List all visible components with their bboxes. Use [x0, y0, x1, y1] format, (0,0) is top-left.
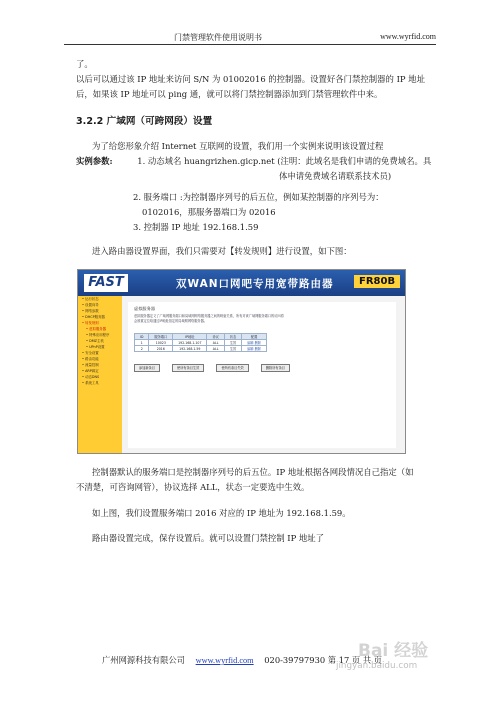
- col-ip: IP地址: [173, 334, 207, 340]
- content-title: 虚拟服务器: [134, 306, 155, 311]
- add-entry-button[interactable]: 添加新条目: [134, 364, 160, 372]
- cell-actions[interactable]: 编辑 删除: [242, 346, 267, 352]
- content-description: 虚拟服务器定义了广域网服务端口和局域网网络服务器之间的映射关系，所有对该广域网服务端口的访问将会被重定位给通过IP地址指定的局域网网络服务器。: [134, 314, 284, 323]
- cell-id: 2: [135, 346, 149, 352]
- table-row: [135, 346, 267, 352]
- intro-paragraph: [76, 57, 440, 102]
- section-heading: 3.2.2 广域网（可跨网段）设置: [76, 116, 213, 127]
- menu-item[interactable]: • 流量控制: [78, 362, 122, 368]
- menu-item[interactable]: • 系统工具: [78, 380, 122, 386]
- after-paragraph-2: 如上图，我们设置服务端口 2016 对应的 IP 地址为 192.168.1.59。: [92, 508, 351, 518]
- cell-status: 生效: [224, 340, 241, 346]
- router-title: 双WAN口网吧专用宽带路由器: [176, 278, 334, 290]
- router-screenshot: [77, 269, 406, 454]
- menu-item[interactable]: • 运行状态: [78, 296, 122, 302]
- after-line-2: 不清楚，可咨询网管），协议选择 ALL，状态一定要选中生效。: [76, 482, 310, 492]
- page-header: [64, 30, 436, 45]
- disable-all-button[interactable]: 使所有条目失效: [216, 364, 248, 372]
- col-config: 配置: [242, 334, 267, 340]
- router-menu: [78, 296, 122, 453]
- col-port: 服务端口: [149, 334, 173, 340]
- footer-phone-page: 020-39797930 第 17 页 共 页: [264, 655, 383, 665]
- menu-item[interactable]: • 安全设置: [78, 350, 122, 356]
- enable-all-button[interactable]: 使所有条目生效: [172, 364, 204, 372]
- router-model: FR80B: [354, 275, 400, 288]
- table-buttons: [134, 354, 297, 373]
- params-line-1: [76, 154, 440, 169]
- delete-all-button[interactable]: 删除所有条目: [261, 364, 290, 372]
- param-item-3: 3. 控制器 IP 地址 192.168.1.59: [133, 222, 259, 232]
- intro-line-1: 了。: [76, 59, 93, 69]
- router-banner: [78, 270, 405, 296]
- param-item-2-cont: 0102016，那服务器端口为 02016: [142, 207, 276, 217]
- menu-item[interactable]: • 特殊应用程序: [78, 332, 122, 338]
- menu-item[interactable]: • UPnP设置: [78, 344, 122, 350]
- param-item-1: 1. 动态域名 huangrizhen.gicp.net (注明：此域名是我们申请的免费域名。具: [137, 156, 432, 166]
- menu-item[interactable]: • 网络参数: [78, 308, 122, 314]
- watermark-url: jingyan.baidu.com: [336, 661, 418, 671]
- menu-item-forwarding[interactable]: • 转发规则: [78, 320, 122, 326]
- virtual-server-table: [134, 333, 267, 352]
- menu-item[interactable]: • ARP绑定: [78, 368, 122, 374]
- router-intro: 进入路由器设置界面，我们只需要对【转发规则】进行设置，如下图：: [92, 246, 352, 256]
- col-protocol: 协议: [207, 334, 224, 340]
- params-block: [76, 154, 440, 235]
- fast-logo: FAST: [84, 274, 128, 292]
- param-item-2: 2. 服务端口 :为控制器序列号的后五位，例如某控制器的序列号为：: [133, 192, 384, 202]
- menu-item-virtual-server[interactable]: • 虚拟服务器: [78, 326, 122, 332]
- cell-protocol: ALL: [207, 340, 224, 346]
- cell-status: 生效: [224, 346, 241, 352]
- cell-protocol: ALL: [207, 346, 224, 352]
- footer-link[interactable]: www.wyrfid.com: [195, 656, 254, 665]
- intro-line-3: 后，如果该 IP 地址可以 ping 通，就可以将门禁控制器添加到门禁管理软件中来。: [76, 89, 383, 99]
- cell-port: 10023: [149, 340, 173, 346]
- cell-ip: 192.168.1.107: [173, 340, 207, 346]
- menu-item[interactable]: • 路由功能: [78, 356, 122, 362]
- cell-port: 2016: [149, 346, 173, 352]
- baidu-watermark: Bai 经验: [358, 641, 429, 661]
- col-id: ID: [135, 334, 149, 340]
- router-content: [128, 302, 396, 448]
- header-title: 门禁管理软件使用说明书: [174, 33, 262, 42]
- menu-item[interactable]: • DMZ主机: [78, 338, 122, 344]
- cell-id: 1: [135, 340, 149, 346]
- footer-company: 广州网源科技有限公司: [102, 655, 185, 665]
- intro-line-2: 以后可以通过该 IP 地址来访问 S/N 为 01002016 的控制器。设置好各门禁控制器的 IP 地址: [76, 74, 425, 84]
- params-label: 实例参数:: [76, 156, 113, 166]
- param-item-1-cont: 体申请免费域名请联系技术员): [279, 171, 392, 181]
- cell-actions[interactable]: 编辑 删除: [242, 340, 267, 346]
- after-paragraph-3: 路由器设置完成，保存设置后。就可以设置门禁控制 IP 地址了: [92, 533, 325, 543]
- after-paragraph-1: [76, 465, 440, 495]
- header-site: www.wyrfid.com: [380, 32, 436, 41]
- section-intro: 为了给您形象介绍 Internet 互联网的设置，我们用一个实例来说明该设置过程: [92, 141, 384, 151]
- menu-item[interactable]: • 动态DNS: [78, 374, 122, 380]
- menu-item[interactable]: • DHCP服务器: [78, 314, 122, 320]
- after-line-1: 控制器默认的服务端口是控制器序列号的后五位。IP 地址根据各网段情况自己指定（如: [92, 467, 414, 477]
- col-status: 状态: [224, 334, 241, 340]
- cell-ip: 192.168.1.59: [173, 346, 207, 352]
- menu-item[interactable]: • 设置向导: [78, 302, 122, 308]
